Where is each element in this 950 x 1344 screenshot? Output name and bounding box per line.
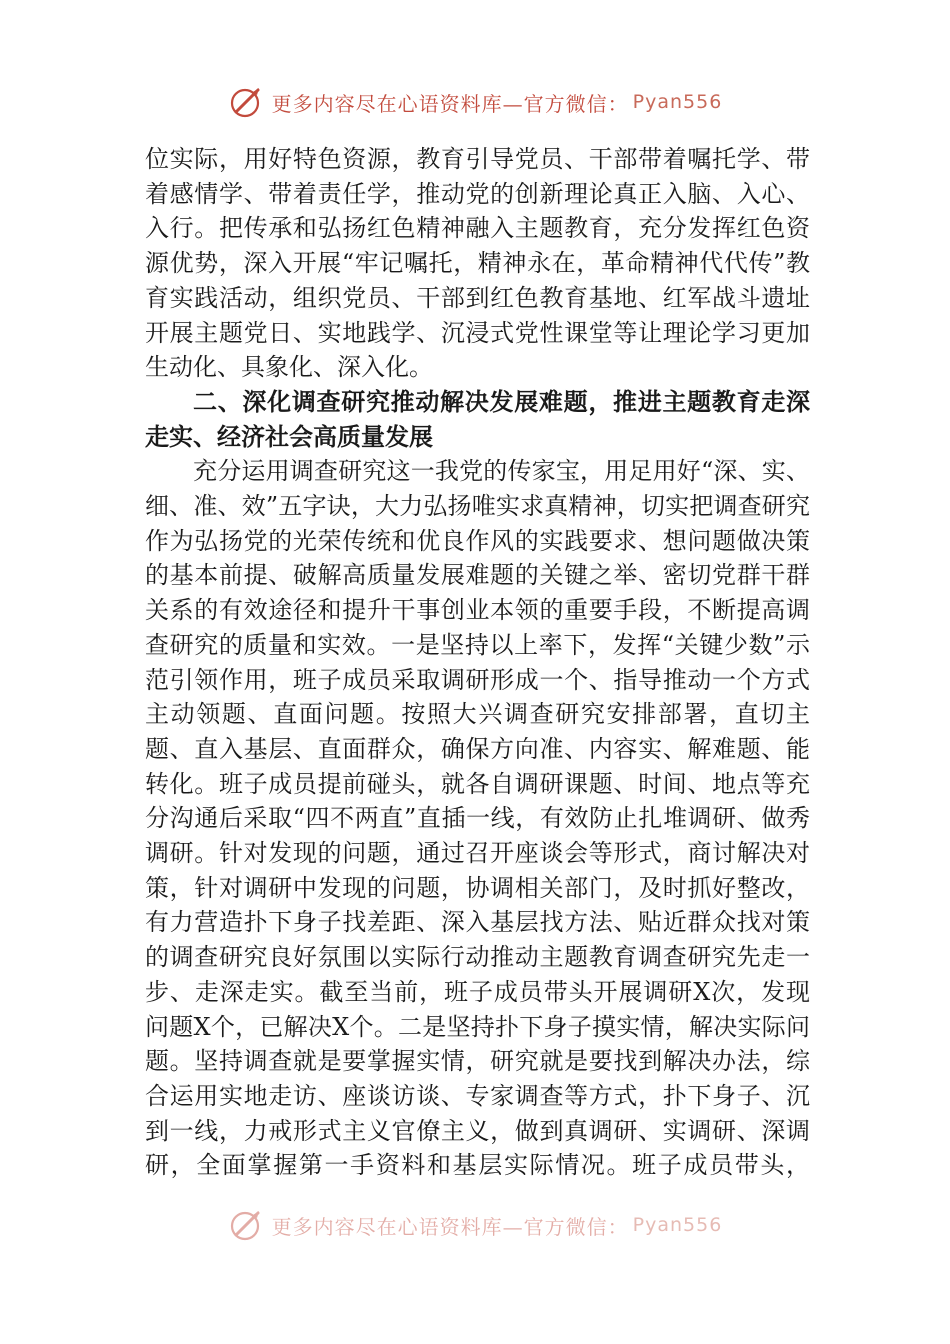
watermark-text: 更多内容尽在心语资料库—官方微信： <box>271 91 629 116</box>
paragraph-2: 充分运用调查研究这一我党的传家宝，用足用好“深、实、细、准、效”五字诀，大力弘扬唯实求真精神，切实把调查研究作为弘扬党的光荣传统和优良作风的实践要求、想问题做决策的基本前提、破解高质量发展难题的关键之举、密切党群干群关系的有效途径和提升干事创业本领的重要手段，不断提高调查研究的质量和实效。一是坚持以上率下，发挥“关键少数”示范引领作用，班子成员采取调研形成一个、指导推动一个方式主动领题、直面问题。按照大兴调查研究安排部署，直切主题、直入基层、直面群众，确保方向准、内容实、解难题、能转化。班子成员提前碰头，就各自调研课题、时间、地点等充分沟通后采取“四不两直”直插一线，有效防止扎堆调研、做秀调研。针对发现的问题，通过召开座谈会等形式，商讨解决对策，针对调研中发现的问题，协调相关部门，及时抓好整改，有力营造扑下身子找差距、深入基层找方法、贴近群众找对策的调查研究良好氛围以实际行动推动主题教育调查研究先走一步、走深走实。截至当前，班子成员带头开展调研X次，发现问题X个，已解决X个。二是坚持扑下身子摸实情，解决实际问题。坚持调查就是要掌握实情，研究就是要找到解决办法，综合运用实地走访、座谈访谈、专家调查等方式，扑下身子、沉到一线，力戒形式主义官僚主义，做到真调研、实调研、深调研，全面掌握第一手资料和基层实际情况。班子成员带头， <box>145 457 810 1180</box>
pen-logo-icon <box>228 84 264 120</box>
pen-logo-icon <box>228 1207 264 1243</box>
section-heading-2: 二、深化调查研究推动解决发展难题，推进主题教育走深走实、经济社会高质量发展 <box>145 387 810 451</box>
document-body <box>145 142 810 1183</box>
watermark-handle: Pyan556 <box>632 1214 723 1236</box>
watermark-text: 更多内容尽在心语资料库—官方微信： <box>271 1214 629 1239</box>
watermark-footer <box>0 1207 950 1243</box>
watermark-header <box>0 84 950 120</box>
watermark-handle: Pyan556 <box>632 91 723 113</box>
paragraph-1: 位实际，用好特色资源，教育引导党员、干部带着嘱托学、带着感情学、带着责任学，推动党的创新理论真正入脑、入心、入行。把传承和弘扬红色精神融入主题教育，充分发挥红色资源优势，深入开展“牢记嘱托，精神永在，革命精神代代传”教育实践活动，组织党员、干部到红色教育基地、红军战斗遗址开展主题党日、实地践学、沉浸式党性课堂等让理论学习更加生动化、具象化、深入化。 <box>145 145 810 382</box>
